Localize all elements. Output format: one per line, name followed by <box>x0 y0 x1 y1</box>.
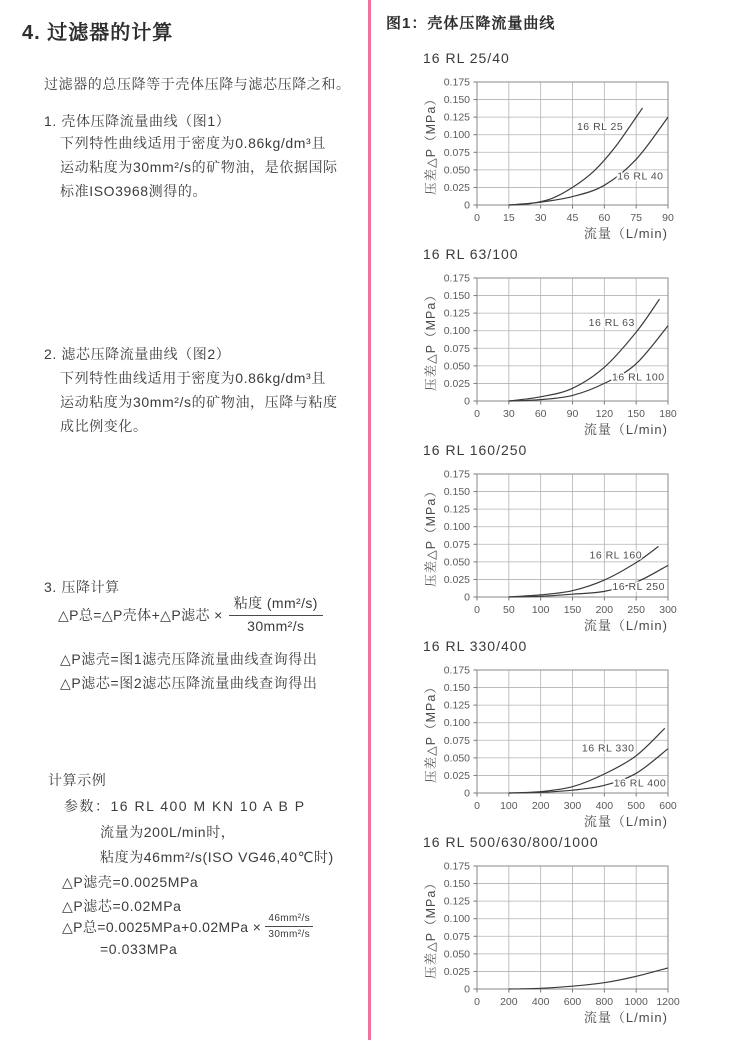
example-dp-housing: △P滤壳=0.0025MPa <box>62 874 199 890</box>
svg-text:0.100: 0.100 <box>443 913 470 926</box>
svg-text:1000: 1000 <box>624 996 648 1008</box>
svg-text:200: 200 <box>595 604 614 616</box>
svg-text:0.175: 0.175 <box>443 664 470 677</box>
svg-text:0.150: 0.150 <box>443 878 470 891</box>
svg-text:0.125: 0.125 <box>443 699 470 712</box>
chart-title: 16 RL 330/400 <box>423 638 528 654</box>
svg-text:0.175: 0.175 <box>443 468 470 481</box>
svg-text:100: 100 <box>500 800 518 812</box>
svg-text:0.075: 0.075 <box>443 734 470 747</box>
svg-text:0.075: 0.075 <box>443 930 470 943</box>
example-dp-total <box>62 913 313 941</box>
svg-text:90: 90 <box>662 212 674 224</box>
formula-fraction <box>229 595 323 635</box>
chart-canvas <box>405 462 745 638</box>
svg-text:0: 0 <box>474 604 480 616</box>
svg-text:0: 0 <box>474 996 480 1008</box>
curve-label: 16 RL 330 <box>581 742 635 755</box>
section1-heading: 1. 壳体压降流量曲线（图1） <box>44 113 231 129</box>
section2-line: 运动粘度为30mm²/s的矿物油，压降与粘度 <box>60 394 338 410</box>
svg-text:800: 800 <box>595 996 614 1008</box>
svg-text:120: 120 <box>595 408 614 420</box>
svg-text:0.150: 0.150 <box>443 682 470 695</box>
chart-plot <box>405 854 745 1035</box>
svg-text:500: 500 <box>627 800 645 812</box>
formula-note1: △P滤壳=图1滤壳压降流量曲线查询得出 <box>60 651 318 667</box>
example-total-numerator: 46mm²/s <box>265 913 313 927</box>
svg-text:60: 60 <box>598 212 611 224</box>
x-axis-label: 流量（L/min) <box>583 226 668 241</box>
chart-canvas <box>405 658 745 834</box>
svg-text:0.125: 0.125 <box>443 307 470 320</box>
chart-plot <box>405 658 745 839</box>
svg-text:0.050: 0.050 <box>443 360 470 373</box>
section2-heading: 2. 滤芯压降流量曲线（图2） <box>44 346 231 362</box>
svg-text:0.025: 0.025 <box>443 573 470 586</box>
curve-label: 16 RL 100 <box>611 371 665 384</box>
svg-text:0.100: 0.100 <box>443 717 470 730</box>
curve-label: 16 RL 40 <box>617 170 664 183</box>
curve-16-rl-100 <box>509 326 668 401</box>
svg-text:90: 90 <box>566 408 579 420</box>
svg-text:0.150: 0.150 <box>443 290 470 303</box>
example-heading: 计算示例 <box>48 772 107 788</box>
chart-16rl-330-400 <box>405 638 750 834</box>
chart-title: 16 RL 500/630/800/1000 <box>423 834 599 850</box>
svg-text:45: 45 <box>566 212 579 224</box>
svg-text:0.025: 0.025 <box>443 769 470 782</box>
x-axis-label: 流量（L/min) <box>583 618 668 633</box>
x-axis-label: 流量（L/min) <box>583 1010 668 1025</box>
y-axis-label: 压差△P（MPa） <box>424 92 438 195</box>
intro-text: 过滤器的总压降等于壳体压降与滤芯压降之和。 <box>44 76 351 92</box>
svg-text:0.050: 0.050 <box>443 948 470 961</box>
chart-16rl-25-40 <box>405 50 750 246</box>
svg-text:0.075: 0.075 <box>443 538 470 551</box>
svg-text:30: 30 <box>502 408 515 420</box>
example-viscosity: 粘度为46mm²/s(ISO VG46,40℃时) <box>100 849 334 865</box>
svg-text:300: 300 <box>563 800 582 812</box>
example-result: =0.033MPa <box>100 941 178 957</box>
svg-text:250: 250 <box>627 604 645 616</box>
curve-label: 16 RL 25 <box>576 120 624 133</box>
chart-title: 16 RL 25/40 <box>423 50 510 66</box>
svg-text:0.125: 0.125 <box>443 895 470 908</box>
pressure-drop-formula <box>58 595 323 635</box>
svg-text:0.100: 0.100 <box>443 129 470 142</box>
chart-16rl-160-250 <box>405 442 750 638</box>
svg-text:0.125: 0.125 <box>443 111 470 124</box>
chart-16rl-63-100 <box>405 246 750 442</box>
svg-text:75: 75 <box>630 212 643 224</box>
y-axis-label: 压差△P（MPa） <box>424 876 438 979</box>
svg-text:0.075: 0.075 <box>443 146 470 159</box>
example-total-prefix: △P总=0.0025MPa+0.02MPa × <box>62 919 262 935</box>
section1-line: 标准ISO3968测得的。 <box>60 183 208 199</box>
svg-text:200: 200 <box>500 996 518 1008</box>
svg-text:0.175: 0.175 <box>443 272 470 285</box>
example-flow: 流量为200L/min时， <box>100 824 236 840</box>
x-axis-label: 流量（L/min) <box>583 422 668 437</box>
svg-text:400: 400 <box>531 996 550 1008</box>
svg-text:150: 150 <box>627 408 645 420</box>
chart-canvas <box>405 70 745 246</box>
curve-label: 16 RL 63 <box>588 316 635 329</box>
svg-text:0.100: 0.100 <box>443 325 470 338</box>
svg-text:15: 15 <box>502 212 515 224</box>
y-axis-label: 压差△P（MPa） <box>424 288 438 391</box>
svg-text:0: 0 <box>474 212 480 224</box>
svg-text:0.150: 0.150 <box>443 94 470 107</box>
svg-text:0.100: 0.100 <box>443 521 470 534</box>
svg-text:0: 0 <box>474 800 480 812</box>
svg-text:0.050: 0.050 <box>443 556 470 569</box>
chart-column <box>405 50 750 1030</box>
chart-canvas <box>405 266 745 442</box>
svg-text:200: 200 <box>531 800 550 812</box>
chart-plot <box>405 462 745 643</box>
chart-plot <box>405 70 745 251</box>
svg-text:1200: 1200 <box>656 996 680 1008</box>
svg-text:600: 600 <box>563 996 582 1008</box>
chart-title: 16 RL 63/100 <box>423 246 519 262</box>
svg-text:600: 600 <box>659 800 677 812</box>
example-total-denominator: 30mm²/s <box>268 929 311 940</box>
svg-text:0.050: 0.050 <box>443 752 470 765</box>
formula-denominator: 30mm²/s <box>247 617 305 634</box>
svg-text:0.175: 0.175 <box>443 76 470 89</box>
svg-text:400: 400 <box>595 800 614 812</box>
chart-plot <box>405 266 745 447</box>
chart-title: 16 RL 160/250 <box>423 442 528 458</box>
section2-line: 下列特性曲线适用于密度为0.86kg/dm³且 <box>60 370 326 386</box>
chart-16rl-500-1000 <box>405 834 750 1030</box>
curve-label: 16 RL 160 <box>589 549 643 562</box>
curve-label: 16 RL 400 <box>613 777 667 790</box>
example-parameters: 参数：16 RL 400 M KN 10 A B P <box>64 798 306 814</box>
svg-text:0.025: 0.025 <box>443 181 470 194</box>
svg-text:0: 0 <box>474 408 480 420</box>
page-title: 4. 过滤器的计算 <box>22 22 174 44</box>
section3-heading: 3. 压降计算 <box>44 579 120 595</box>
example-dp-element: △P滤芯=0.02MPa <box>62 898 182 914</box>
svg-text:0.025: 0.025 <box>443 965 470 978</box>
svg-text:0: 0 <box>464 591 470 604</box>
svg-text:180: 180 <box>659 408 677 420</box>
curve-16-rl-63 <box>509 299 660 401</box>
svg-text:0.025: 0.025 <box>443 377 470 390</box>
svg-text:0.125: 0.125 <box>443 503 470 516</box>
example-total-fraction <box>265 913 313 941</box>
y-axis-label: 压差△P（MPa） <box>424 680 438 783</box>
svg-text:0: 0 <box>464 787 470 800</box>
svg-text:0.150: 0.150 <box>443 486 470 499</box>
svg-text:60: 60 <box>534 408 547 420</box>
svg-text:0.075: 0.075 <box>443 342 470 355</box>
section2-line: 成比例变化。 <box>60 418 148 434</box>
svg-text:0: 0 <box>464 199 470 212</box>
section1-line: 运动粘度为30mm²/s的矿物油，是依据国际 <box>60 159 338 175</box>
y-axis-label: 压差△P（MPa） <box>424 484 438 587</box>
formula-numerator: 粘度 (mm²/s) <box>229 595 323 616</box>
svg-text:50: 50 <box>502 604 515 616</box>
formula-prefix: △P总=△P壳体+△P滤芯 × <box>58 607 223 623</box>
svg-text:30: 30 <box>534 212 547 224</box>
column-divider <box>368 0 371 1040</box>
svg-text:150: 150 <box>563 604 582 616</box>
curve-label: 16 RL 250 <box>612 580 666 593</box>
section1-line: 下列特性曲线适用于密度为0.86kg/dm³且 <box>60 135 326 151</box>
figure-title: 图1：壳体压降流量曲线 <box>386 15 556 32</box>
chart-canvas <box>405 854 745 1030</box>
svg-text:100: 100 <box>531 604 550 616</box>
svg-text:0.175: 0.175 <box>443 860 470 873</box>
svg-text:0: 0 <box>464 395 470 408</box>
svg-text:0: 0 <box>464 983 470 996</box>
x-axis-label: 流量（L/min) <box>583 814 668 829</box>
formula-note2: △P滤芯=图2滤芯压降流量曲线查询得出 <box>60 675 318 691</box>
svg-text:0.050: 0.050 <box>443 164 470 177</box>
svg-text:300: 300 <box>659 604 677 616</box>
